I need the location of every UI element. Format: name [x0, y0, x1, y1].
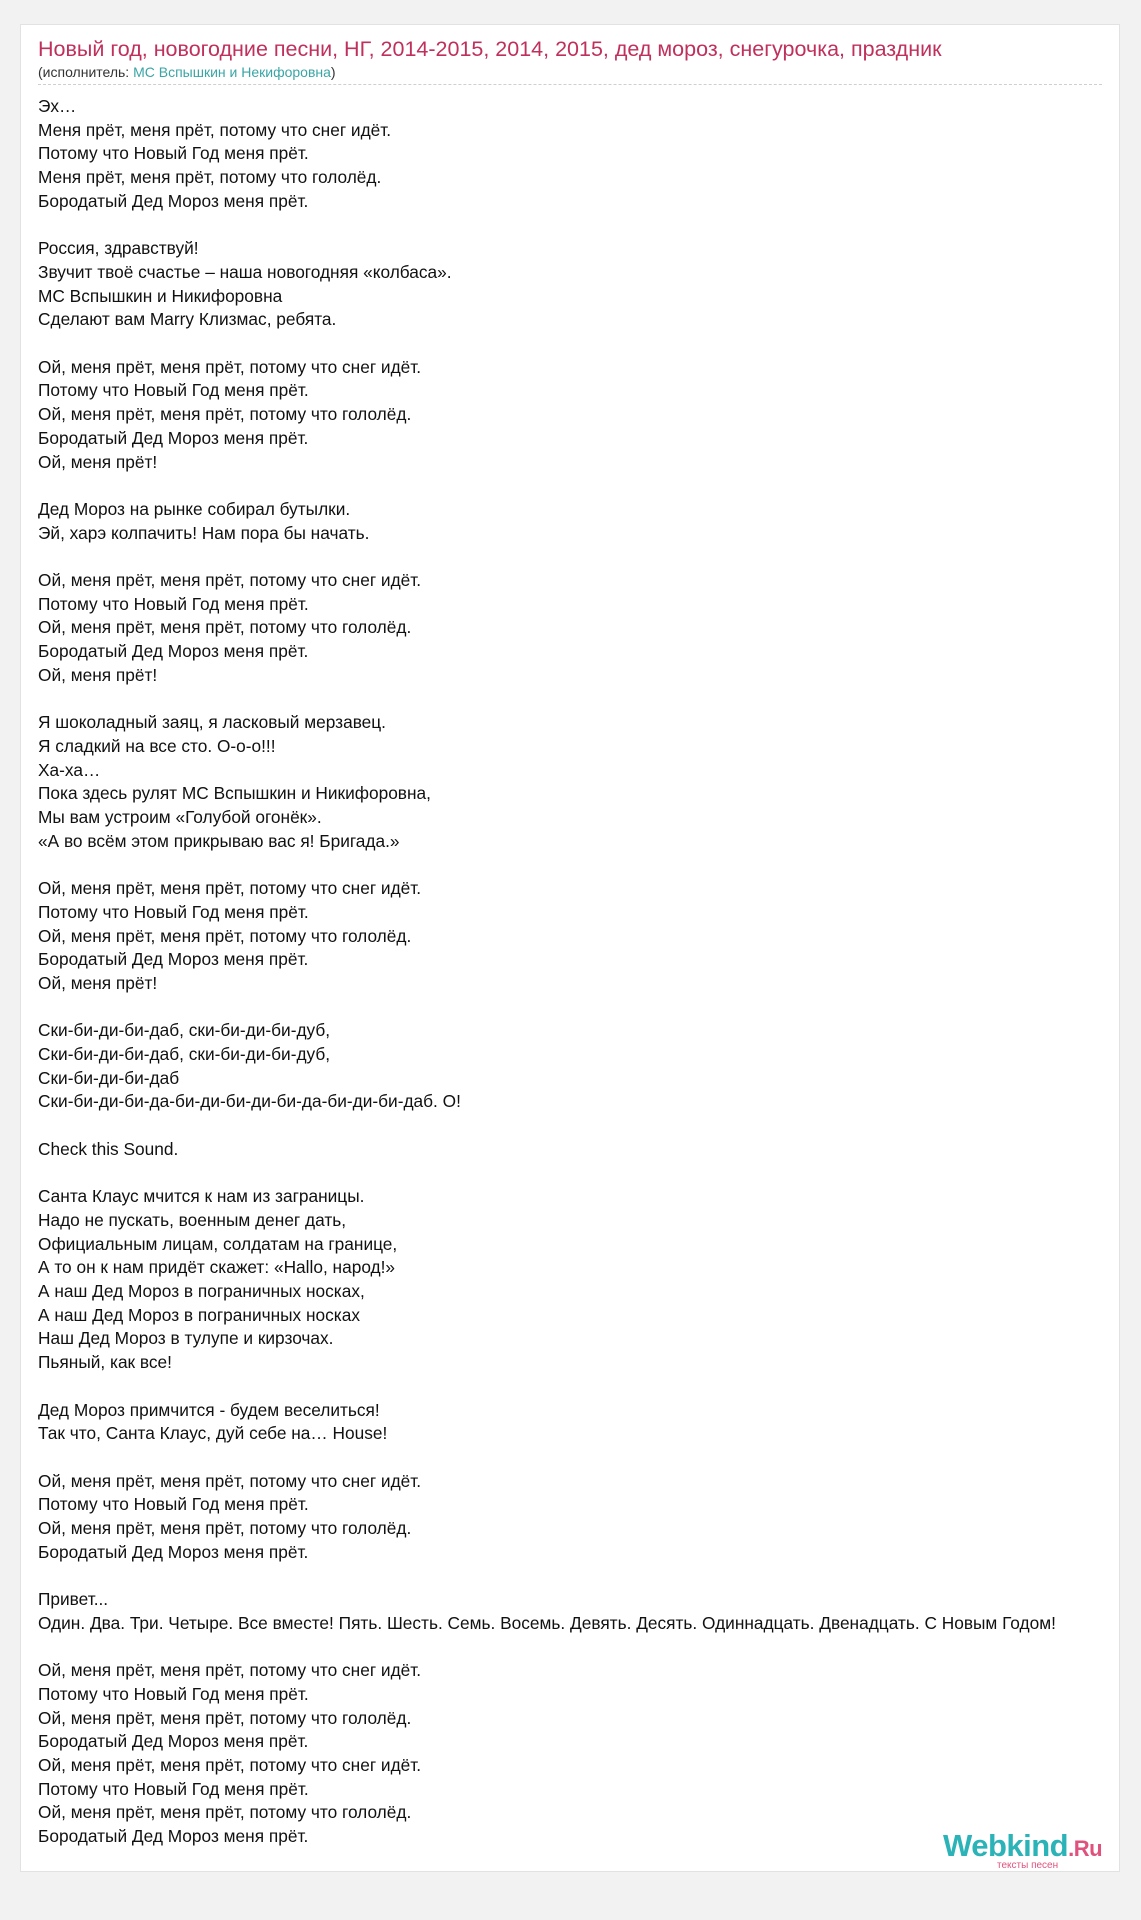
- lyrics-stanza: [38, 498, 1138, 545]
- lyrics-line: Россия, здравствуй!: [38, 238, 199, 259]
- lyrics-line: Ски-би-ди-би-даб, ски-би-ди-би-дуб,: [38, 1020, 331, 1041]
- logo-web: Web: [943, 1828, 1007, 1863]
- lyrics-line: Бородатый Дед Мороз меня прёт.: [38, 190, 309, 211]
- lyrics-line: Потому что Новый Год меня прёт.: [38, 380, 309, 401]
- lyrics-line: Потому что Новый Год меня прёт.: [38, 1494, 309, 1515]
- lyrics-line: Дед Мороз на рынке собирал бутылки.: [38, 498, 351, 519]
- title-divider: [38, 84, 1102, 85]
- lyrics-line: Потому что Новый Год меня прёт.: [38, 1683, 309, 1704]
- lyrics-stanza: [38, 711, 1138, 853]
- lyrics-line: Потому что Новый Год меня прёт.: [38, 1778, 309, 1799]
- lyrics-line: Дед Мороз примчится - будем веселиться!: [38, 1399, 380, 1420]
- lyrics-line: Ой, меня прёт, меня прёт, потому что гололёд.: [38, 925, 412, 946]
- lyrics-line: Потому что Новый Год меня прёт.: [38, 143, 309, 164]
- lyrics-line: Надо не пускать, военным денег дать,: [38, 1209, 347, 1230]
- lyrics-stanza: [38, 1470, 1138, 1565]
- lyrics-line: Привет...: [38, 1589, 109, 1610]
- lyrics-line: Бородатый Дед Мороз меня прёт.: [38, 1731, 309, 1752]
- lyrics-line: Ой, меня прёт, меня прёт, потому что снег идёт.: [38, 1470, 422, 1491]
- webkind-logo[interactable]: [943, 1829, 1118, 1869]
- lyrics-line: Официальным лицам, солдатам на границе,: [38, 1233, 398, 1254]
- lyrics-line: Пока здесь рулят МС Вспышкин и Никифоровна,: [38, 783, 431, 804]
- lyrics-line: Потому что Новый Год меня прёт.: [38, 901, 309, 922]
- lyrics-line: Ски-би-ди-би-даб: [38, 1067, 180, 1088]
- lyrics-line: Санта Клаус мчится к нам из заграницы.: [38, 1186, 365, 1207]
- lyrics-stanza: [38, 1588, 1138, 1635]
- lyrics-stanza: [38, 1399, 1138, 1446]
- lyrics-line: Ой, меня прёт, меня прёт, потому что гололёд.: [38, 1707, 412, 1728]
- lyrics-line: Я сладкий на все сто. О-о-о!!!: [38, 735, 276, 756]
- lyrics-stanza: [38, 1185, 1138, 1375]
- lyrics-line: Ой, меня прёт, меня прёт, потому что снег идёт.: [38, 1755, 422, 1776]
- lyrics-line: Ой, меня прёт, меня прёт, потому что гололёд.: [38, 1518, 412, 1539]
- logo-kind: kind: [1006, 1828, 1069, 1863]
- logo-ru: .Ru: [1068, 1836, 1103, 1861]
- artist-link[interactable]: МС Вспышкин и Некифоровна: [133, 64, 331, 80]
- lyrics-line: Ха-ха…: [38, 759, 101, 780]
- artist-byline: [38, 64, 336, 80]
- byline-suffix: ): [330, 64, 336, 80]
- lyrics-line: Звучит твоё счастье – наша новогодняя «колбаса».: [38, 261, 452, 282]
- lyrics-line: Потому что Новый Год меня прёт.: [38, 593, 309, 614]
- lyrics-line: Бородатый Дед Мороз меня прёт.: [38, 1541, 309, 1562]
- lyrics-line: Ой, меня прёт!: [38, 451, 158, 472]
- lyrics-line: Бородатый Дед Мороз меня прёт.: [38, 949, 309, 970]
- lyrics-line: Ой, меня прёт!: [38, 972, 158, 993]
- lyrics-line: Мы вам устроим «Голубой огонёк».: [38, 807, 322, 828]
- lyrics-line: А наш Дед Мороз в пограничных носках: [38, 1304, 360, 1325]
- lyrics-line: Ой, меня прёт, меня прёт, потому что гололёд.: [38, 404, 412, 425]
- lyrics-line: МС Вспышкин и Никифоровна: [38, 285, 283, 306]
- lyrics-line: Меня прёт, меня прёт, потому что снег идёт.: [38, 119, 392, 140]
- lyrics-line: Эй, харэ колпачить! Нам пора бы начать.: [38, 522, 370, 543]
- lyrics-line: Так что, Санта Клаус, дуй себе на… House!: [38, 1423, 388, 1444]
- lyrics-stanza: [38, 877, 1138, 996]
- lyrics-line: Меня прёт, меня прёт, потому что гололёд.: [38, 167, 382, 188]
- lyrics-line: Сделают вам Marry Клизмас, ребята.: [38, 309, 337, 330]
- lyrics-line: Ой, меня прёт, меня прёт, потому что гололёд.: [38, 617, 412, 638]
- lyrics-body: [38, 95, 1138, 1873]
- lyrics-line: А то он к нам придёт скажет: «Hallo, народ!»: [38, 1257, 396, 1278]
- byline-prefix: (исполнитель:: [38, 64, 134, 80]
- lyrics-line: Check this Sound.: [38, 1138, 179, 1159]
- lyrics-line: Ой, меня прёт, меня прёт, потому что снег идёт.: [38, 1660, 422, 1681]
- lyrics-line: Бородатый Дед Мороз меня прёт.: [38, 1826, 309, 1847]
- lyrics-stanza: [38, 1138, 1138, 1162]
- lyrics-line: Ой, меня прёт!: [38, 664, 158, 685]
- lyrics-line: А наш Дед Мороз в пограничных носках,: [38, 1281, 365, 1302]
- lyrics-line: Ой, меня прёт, меня прёт, потому что снег идёт.: [38, 878, 422, 899]
- lyrics-line: Бородатый Дед Мороз меня прёт.: [38, 427, 309, 448]
- lyrics-stanza: [38, 569, 1138, 688]
- lyrics-stanza: [38, 356, 1138, 475]
- lyrics-line: Ски-би-ди-би-да-би-ди-би-ди-би-да-би-ди-би-даб. О!: [38, 1091, 461, 1112]
- lyrics-stanza: [38, 1659, 1138, 1849]
- lyrics-line: Наш Дед Мороз в тулупе и кирзочах.: [38, 1328, 334, 1349]
- lyrics-line: Один. Два. Три. Четыре. Все вместе! Пять. Шесть. Семь. Восемь. Девять. Десять. Одиннадцать. Двенадцать. С Новым Годом!: [38, 1612, 1056, 1633]
- lyrics-line: «А во всём этом прикрываю вас я! Бригада.»: [38, 830, 400, 851]
- lyrics-stanza: [38, 95, 1138, 214]
- lyrics-line: Я шоколадный заяц, я ласковый мерзавец.: [38, 712, 386, 733]
- lyrics-stanza: [38, 1019, 1138, 1114]
- lyrics-line: Эх…: [38, 96, 77, 116]
- lyrics-line: Ски-би-ди-би-даб, ски-би-ди-би-дуб,: [38, 1044, 331, 1065]
- lyrics-line: Бородатый Дед Мороз меня прёт.: [38, 641, 309, 662]
- lyrics-line: Ой, меня прёт, меня прёт, потому что гололёд.: [38, 1802, 412, 1823]
- page-title: Новый год, новогодние песни, НГ, 2014-2015, 2014, 2015, дед мороз, снегурочка, праздник: [38, 37, 942, 61]
- lyrics-line: Ой, меня прёт, меня прёт, потому что снег идёт.: [38, 356, 422, 377]
- lyrics-line: Ой, меня прёт, меня прёт, потому что снег идёт.: [38, 570, 422, 590]
- logo-tagline: тексты песен: [997, 1860, 1059, 1871]
- lyrics-line: Пьяный, как все!: [38, 1352, 172, 1373]
- lyrics-stanza: [38, 237, 1138, 332]
